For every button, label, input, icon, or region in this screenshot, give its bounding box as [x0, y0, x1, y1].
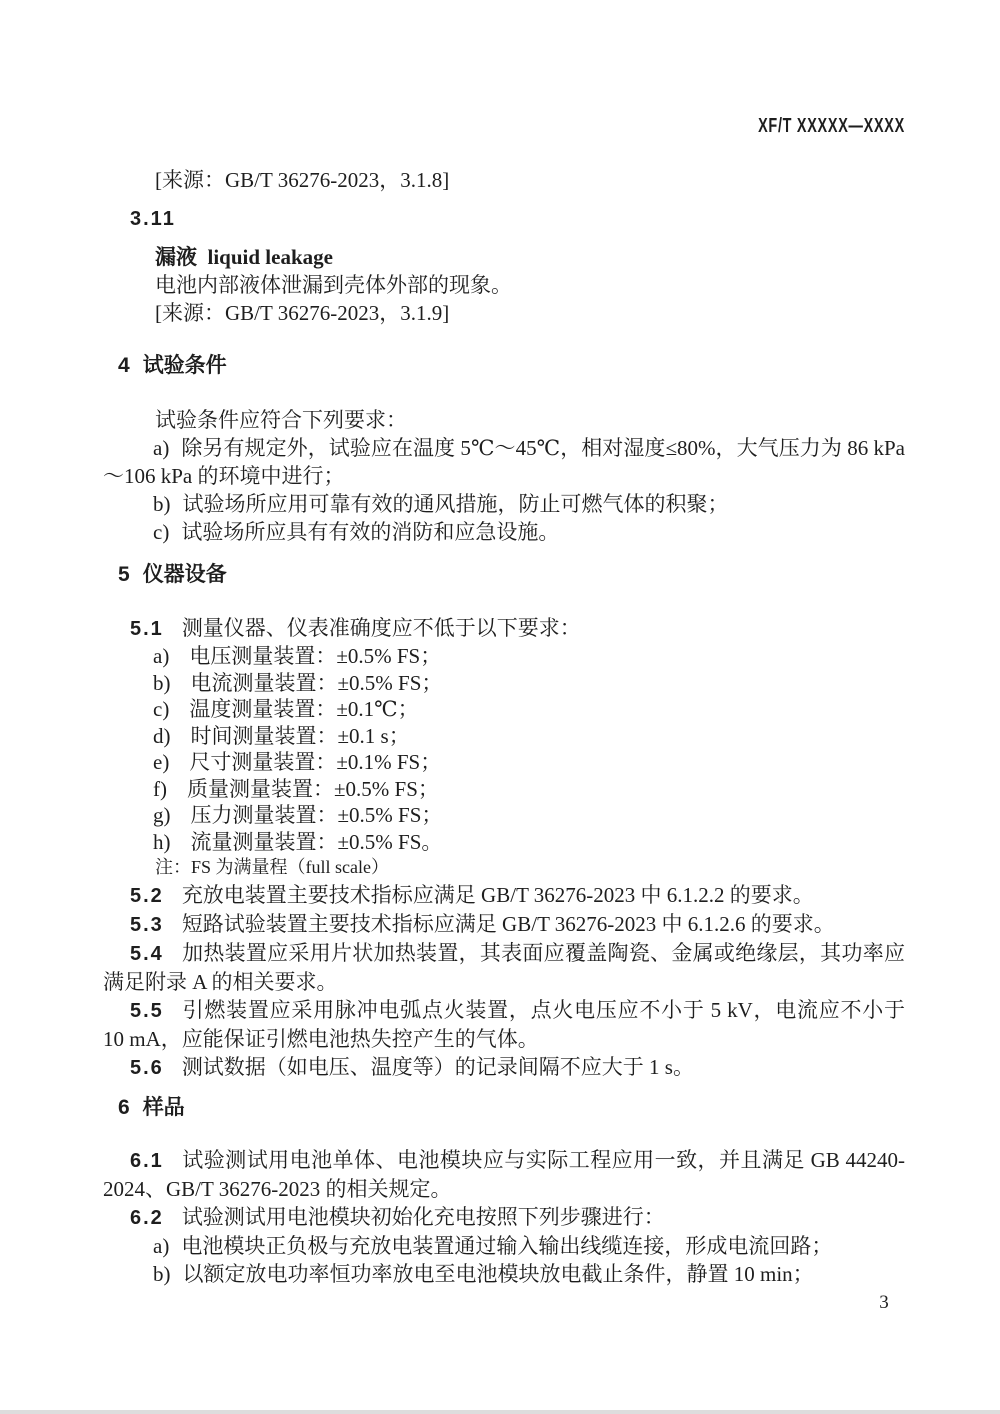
- standard-number-text: XF/T XXXXX—XXXX: [758, 115, 905, 137]
- item-text: 尺寸测量装置：±0.1% FS；: [189, 750, 442, 774]
- clause-5-1-item-e: [103, 749, 905, 776]
- item-text: 压力测量装置：±0.5% FS；: [190, 803, 443, 827]
- item-text: 温度测量装置：±0.1℃；: [189, 697, 419, 721]
- item-label: a): [153, 644, 170, 668]
- clause-5-1-item-a: [103, 643, 905, 670]
- item-text: 试验场所应具有有效的消防和应急设施。: [181, 520, 560, 544]
- page-number: 3: [879, 1292, 889, 1313]
- section-4-item-b: [103, 490, 905, 518]
- section-6-heading: [103, 1094, 905, 1122]
- item-label: a): [153, 436, 170, 460]
- clause-text: 试验测试用电池模块初始化充电按照下列步骤进行：: [181, 1205, 665, 1229]
- item-label: h): [153, 829, 171, 854]
- clause-5-4: [103, 939, 905, 996]
- clause-5-3: [103, 910, 905, 939]
- item-label: b): [153, 492, 171, 516]
- clause-5-1-item-h: [103, 829, 905, 856]
- term-clause-number: 3.11: [130, 208, 176, 230]
- section-5-number: 5: [118, 563, 130, 586]
- item-text: 以额定放电功率恒功率放电至电池模块放电截止条件，静置 10 min；: [182, 1262, 814, 1286]
- section-5-heading: [103, 561, 905, 589]
- term-title: 漏液 liquid leakage: [155, 245, 333, 269]
- clause-5-1-item-b: [103, 670, 905, 697]
- clause-text: 充放电装置主要技术指标应满足 GB/T 36276-2023 中 6.1.2.2 的要求。: [181, 883, 814, 907]
- standard-number-header: [103, 112, 905, 142]
- item-text: 电池模块正负极与充放电装置通过输入输出线缆连接，形成电流回路；: [181, 1234, 833, 1258]
- item-label: d): [153, 723, 171, 748]
- section-4-heading: [103, 352, 905, 380]
- full-scale-note: 注：FS 为满量程（full scale）: [155, 857, 389, 877]
- clause-5-2: [103, 881, 905, 910]
- item-text: 流量测量装置：±0.5% FS。: [190, 829, 443, 854]
- clause-5-1-item-g: [103, 802, 905, 829]
- section-4-item-c: [103, 518, 905, 546]
- source-reference-3-1-9: [来源：GB/T 36276-2023，3.1.9]: [155, 301, 450, 325]
- clause-5-1-item-c: [103, 696, 905, 723]
- clause-text: 试验测试用电池单体、电池模块应与实际工程应用一致，并且满足 GB 44240-2024、GB/T 36276-2023 的相关规定。: [103, 1148, 905, 1201]
- section-4-intro: 试验条件应符合下列要求：: [155, 408, 407, 432]
- item-label: c): [153, 520, 170, 544]
- clause-text: 加热装置应采用片状加热装置，其表面应覆盖陶瓷、金属或绝缘层，其功率应满足附录 A 的相关要求。: [103, 941, 905, 994]
- clause-number: 5.3: [130, 914, 164, 936]
- item-label: b): [153, 670, 171, 695]
- clause-6-2: [103, 1203, 905, 1232]
- item-text: 除另有规定外，试验应在温度 5℃～45℃，相对湿度≤80%，大气压力为 86 kPa～106 kPa 的环境中进行；: [103, 436, 905, 488]
- item-text: 质量测量装置：±0.5% FS；: [187, 776, 439, 801]
- page-bottom-scan-edge: [0, 1410, 1000, 1414]
- term-definition: 电池内部液体泄漏到壳体外部的现象。: [155, 273, 512, 297]
- clause-5-5: [103, 996, 905, 1053]
- item-label: a): [153, 1234, 170, 1258]
- clause-number: 6.1: [130, 1150, 164, 1172]
- item-label: e): [153, 750, 170, 774]
- item-text: 时间测量装置：±0.1 s；: [190, 723, 410, 748]
- clause-5-1: [103, 614, 905, 643]
- clause-number: 5.4: [130, 943, 164, 965]
- clause-number: 5.2: [130, 885, 164, 907]
- item-label: f): [153, 776, 167, 801]
- clause-number: 6.2: [130, 1207, 164, 1229]
- clause-text: 测量仪器、仪表准确度应不低于以下要求：: [181, 616, 581, 640]
- section-4-item-a: [103, 434, 905, 490]
- section-6-title: 样品: [142, 1096, 185, 1119]
- section-4-title: 试验条件: [142, 354, 227, 377]
- source-reference-3-1-8: [来源：GB/T 36276-2023，3.1.8]: [155, 168, 450, 192]
- clause-number: 5.1: [130, 618, 164, 640]
- item-label: g): [153, 803, 171, 827]
- item-text: 试验场所应用可靠有效的通风措施，防止可燃气体的积聚；: [182, 492, 729, 516]
- clause-5-1-item-d: [103, 723, 905, 750]
- item-label: b): [153, 1262, 171, 1286]
- clause-6-1: [103, 1146, 905, 1203]
- section-6-number: 6: [118, 1096, 130, 1119]
- section-6-item-b: [103, 1260, 905, 1288]
- clause-5-1-item-f: [103, 776, 905, 803]
- clause-5-6: [103, 1053, 905, 1082]
- clause-number: 5.5: [130, 1000, 164, 1022]
- section-5-title: 仪器设备: [142, 563, 227, 586]
- section-6-item-a: [103, 1232, 905, 1260]
- item-text: 电流测量装置：±0.5% FS；: [190, 670, 443, 695]
- clause-number: 5.6: [130, 1057, 164, 1079]
- clause-text: 短路试验装置主要技术指标应满足 GB/T 36276-2023 中 6.1.2.6 的要求。: [181, 912, 835, 936]
- item-text: 电压测量装置：±0.5% FS；: [189, 644, 442, 668]
- clause-text: 引燃装置应采用脉冲电弧点火装置，点火电压应不小于 5 kV，电流应不小于 10 mA，应能保证引燃电池热失控产生的气体。: [103, 998, 905, 1051]
- section-4-number: 4: [118, 354, 130, 377]
- clause-text: 测试数据（如电压、温度等）的记录间隔不应大于 1 s。: [181, 1055, 694, 1079]
- item-label: c): [153, 697, 170, 721]
